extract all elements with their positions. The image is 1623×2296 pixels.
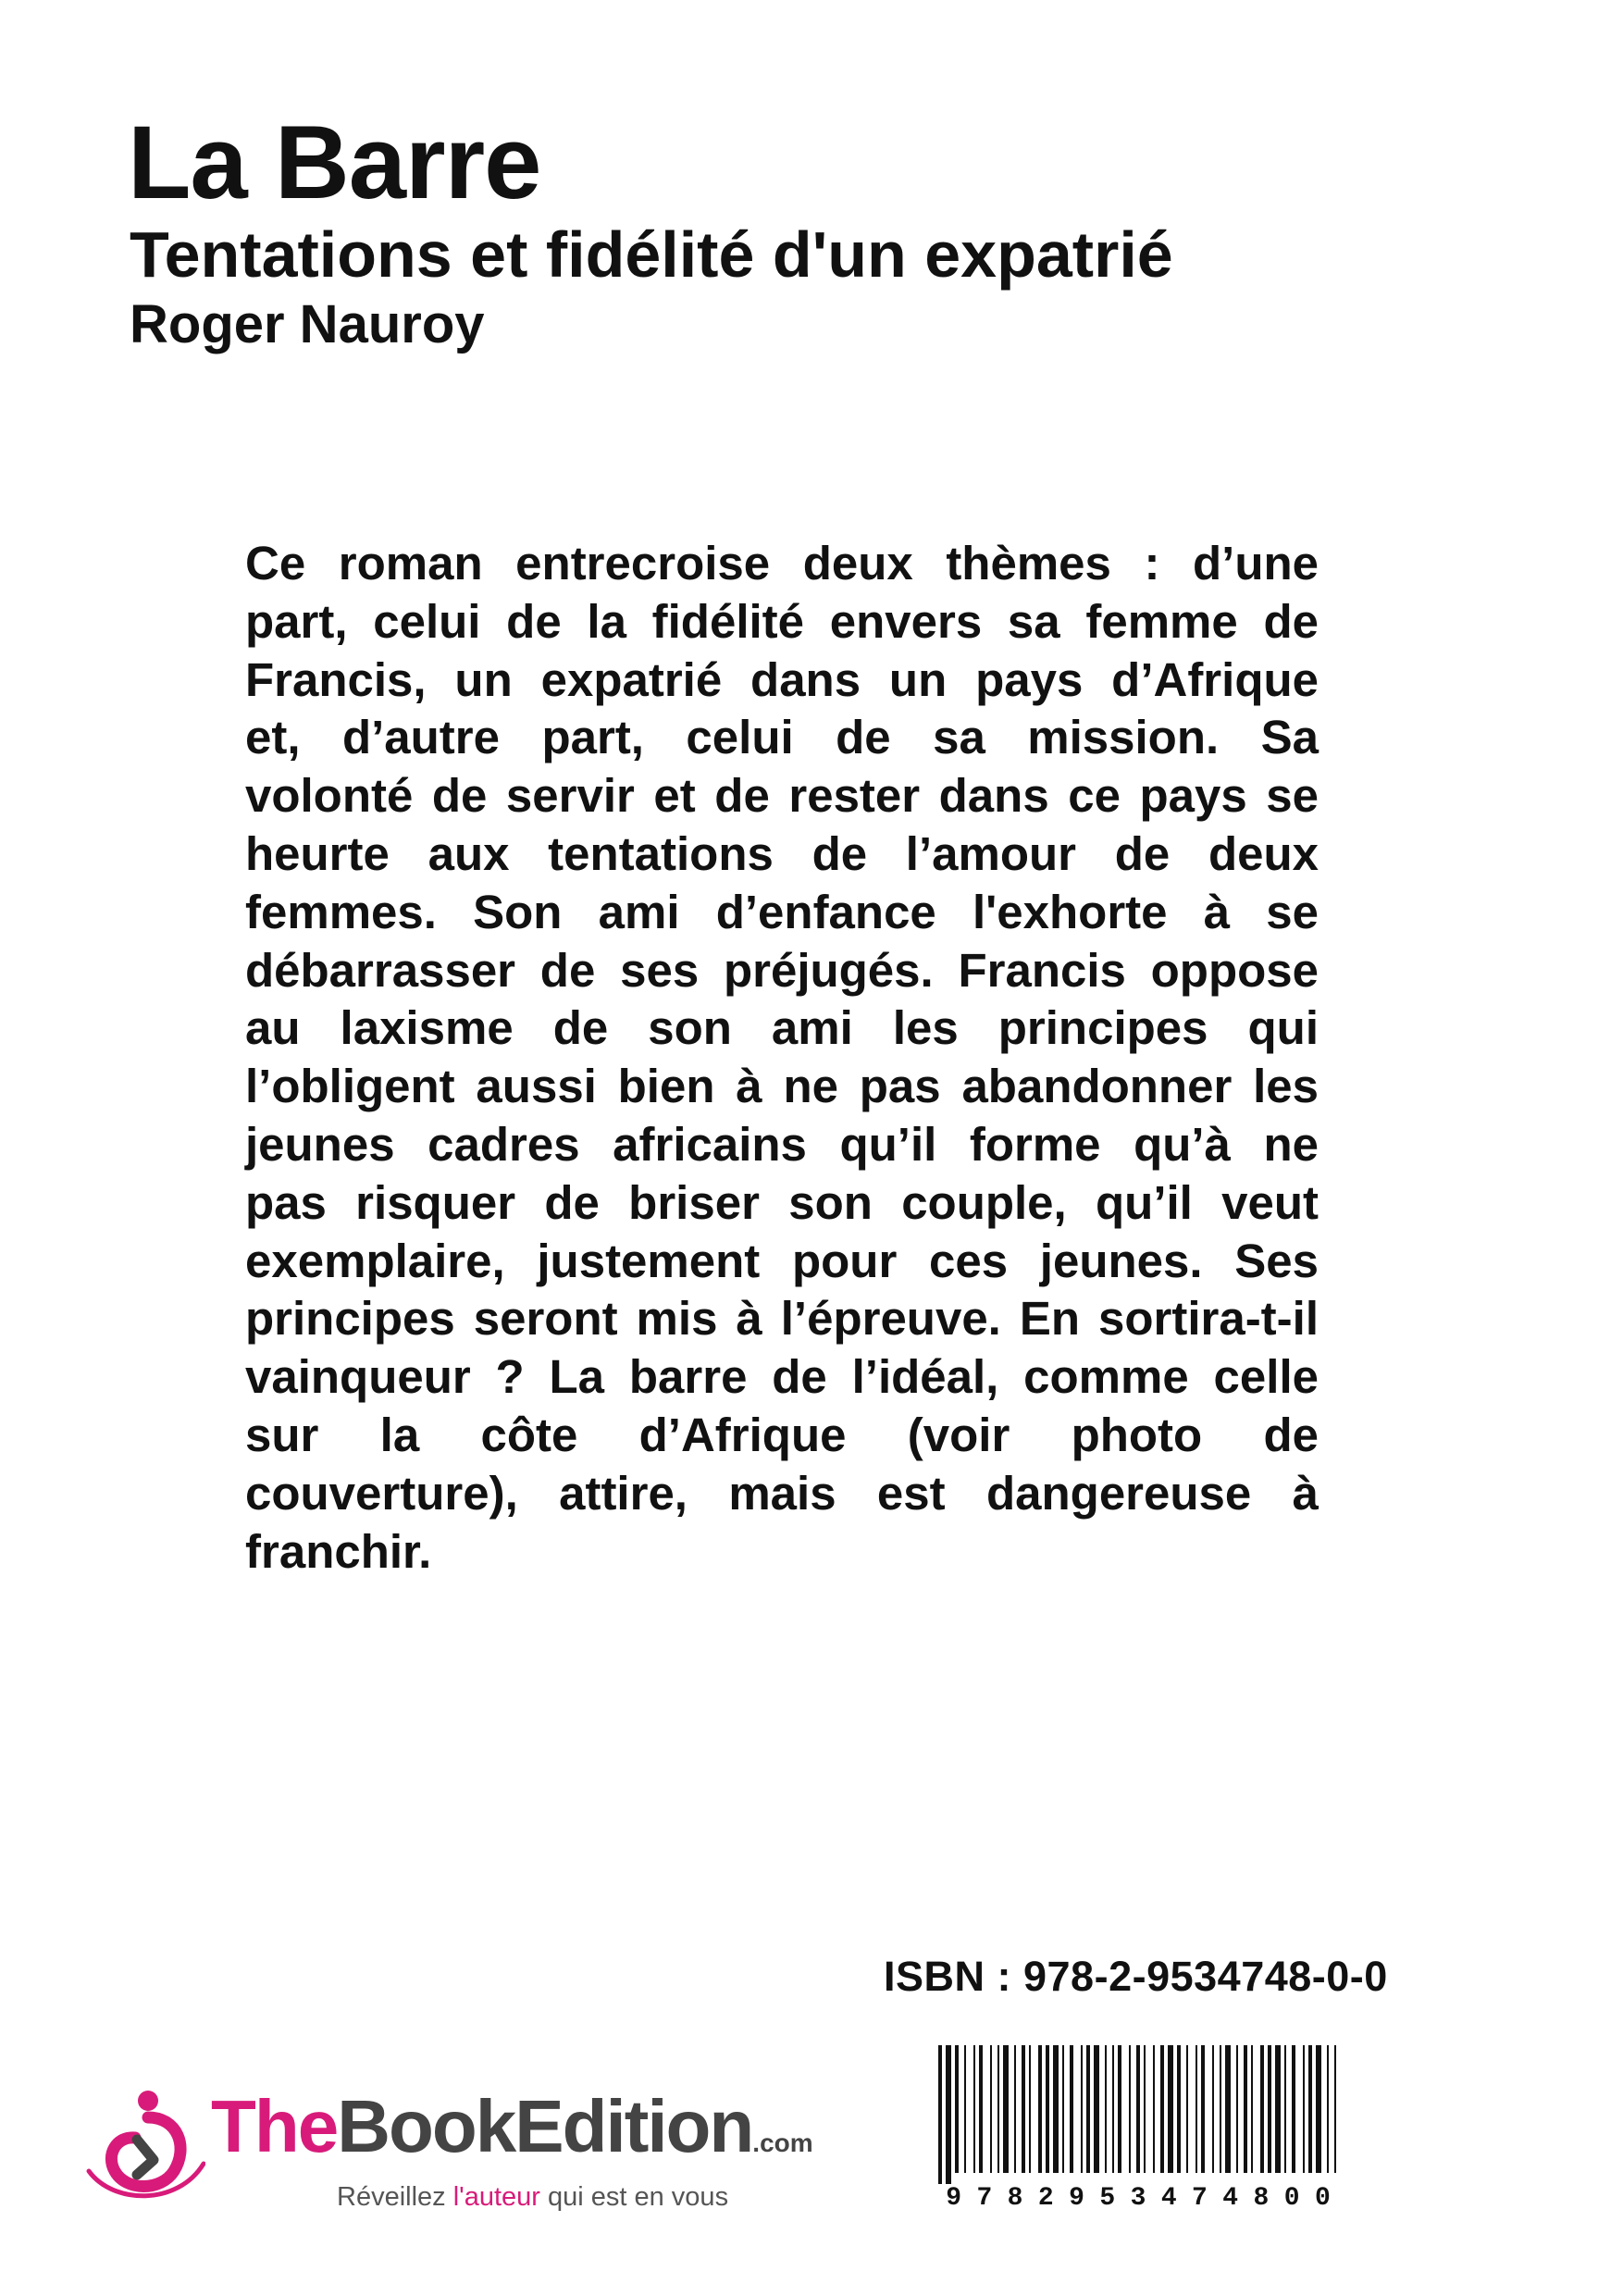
back-cover-blurb: Ce roman entrecroise deux thèmes : d’une part, celui de la fidélité envers sa femme de Francis, un expatrié dans un pays d’Afrique et, d’autre part, celui de sa mission. Sa volonté de servir et de rester dans ce pays se heurte aux tentations de l’amour de deux femmes. Son ami d’enfance l'exhorte à se débarrasser de ses préjugés. Francis oppose au laxisme de son ami les principes qui l’obligent aussi bien à ne pas abandonner les jeunes cadres africains qu’il forme qu’à ne pas risquer de briser son couple, qu’il veut exemplaire, justement pour ces jeunes. Ses principes seront mis à l’épreuve. En sortira-t-il vainqueur ? La barre de l’idéal, comme celle sur la côte d’Afrique (voir photo de couverture), attire, mais est dangereuse à franchir. — [245, 537, 1319, 1578]
publisher-logo — [85, 2073, 844, 2221]
publisher-name: TheBookEdition.com — [211, 2085, 813, 2167]
barcode-bar — [1284, 2045, 1286, 2173]
barcode-bar — [1118, 2045, 1121, 2173]
barcode-bar — [1220, 2045, 1221, 2173]
barcode-digit: 7 — [976, 2184, 993, 2212]
barcode-bar — [1053, 2045, 1059, 2173]
barcode-bar — [1160, 2045, 1164, 2173]
barcode-digit: 2 — [1037, 2184, 1054, 2212]
barcode-bar — [1070, 2045, 1073, 2173]
barcode-digit: 4 — [1160, 2184, 1177, 2212]
barcode-digit: 9 — [946, 2184, 962, 2212]
isbn-label: ISBN : 978-2-9534748-0-0 — [884, 1953, 1388, 2000]
barcode-bar — [1153, 2045, 1155, 2173]
barcode-digit: 8 — [1253, 2184, 1270, 2212]
barcode-digit: 5 — [1099, 2184, 1116, 2212]
barcode-bar — [1260, 2045, 1264, 2173]
barcode-digit: 0 — [1314, 2184, 1331, 2212]
barcode-bar — [1014, 2045, 1016, 2173]
book-author: Roger Nauroy — [130, 294, 485, 354]
barcode-bar — [1003, 2045, 1009, 2173]
barcode-digit: 8 — [1007, 2184, 1023, 2212]
barcode-bar — [955, 2045, 959, 2173]
book-title: La Barre — [128, 105, 541, 220]
barcode-bar — [964, 2045, 966, 2173]
barcode-bar — [1094, 2045, 1099, 2173]
barcode-bar — [1168, 2045, 1173, 2173]
barcode-bar — [1081, 2045, 1083, 2173]
barcode-bar — [1029, 2045, 1031, 2173]
barcode-bar — [1225, 2045, 1231, 2173]
barcode-bar — [1129, 2045, 1131, 2173]
book-subtitle: Tentations et fidélité d'un expatrié — [130, 218, 1173, 291]
barcode-bar — [1212, 2045, 1214, 2173]
barcode-bar — [1327, 2045, 1329, 2173]
barcode-bar — [979, 2045, 983, 2173]
barcode-bar — [1062, 2045, 1064, 2173]
barcode-bar — [1236, 2045, 1238, 2173]
barcode-digit: 3 — [1130, 2184, 1146, 2212]
barcode-digit: 7 — [1192, 2184, 1208, 2212]
barcode-bar — [1201, 2045, 1205, 2173]
barcode-digit: 0 — [1283, 2184, 1300, 2212]
barcode-bar — [1334, 2045, 1336, 2173]
barcode-bar — [1046, 2045, 1049, 2173]
barcode-bar — [1144, 2045, 1146, 2173]
barcode-bar — [1196, 2045, 1197, 2173]
barcode-bar — [1022, 2045, 1025, 2173]
publisher-tagline: Réveillez l'auteur qui est en vous — [337, 2182, 729, 2212]
barcode-bar — [938, 2045, 942, 2184]
barcode-bar — [1244, 2045, 1247, 2173]
barcode-bar — [1086, 2045, 1090, 2173]
barcode-bar — [1112, 2045, 1114, 2173]
barcode-bar — [946, 2045, 951, 2184]
barcode-bar — [1177, 2045, 1181, 2173]
barcode-bar — [1038, 2045, 1042, 2173]
barcode-bar — [1303, 2045, 1305, 2173]
barcode-bar — [1292, 2045, 1295, 2173]
barcode-digit: 9 — [1069, 2184, 1084, 2212]
barcode-bar — [973, 2045, 975, 2173]
barcode-bar — [1136, 2045, 1140, 2173]
barcode-bar — [1186, 2045, 1188, 2173]
barcode-bar — [1308, 2045, 1312, 2173]
barcode-bar — [990, 2045, 992, 2173]
isbn-barcode — [925, 2045, 1351, 2212]
person-swirl-icon — [85, 2082, 205, 2203]
barcode-bar — [997, 2045, 999, 2173]
barcode-bar — [1105, 2045, 1107, 2173]
barcode-digit: 4 — [1222, 2184, 1239, 2212]
barcode-bar — [1275, 2045, 1281, 2173]
barcode-bar — [1251, 2045, 1253, 2173]
barcode-bar — [1316, 2045, 1321, 2173]
barcode-bar — [1268, 2045, 1271, 2173]
